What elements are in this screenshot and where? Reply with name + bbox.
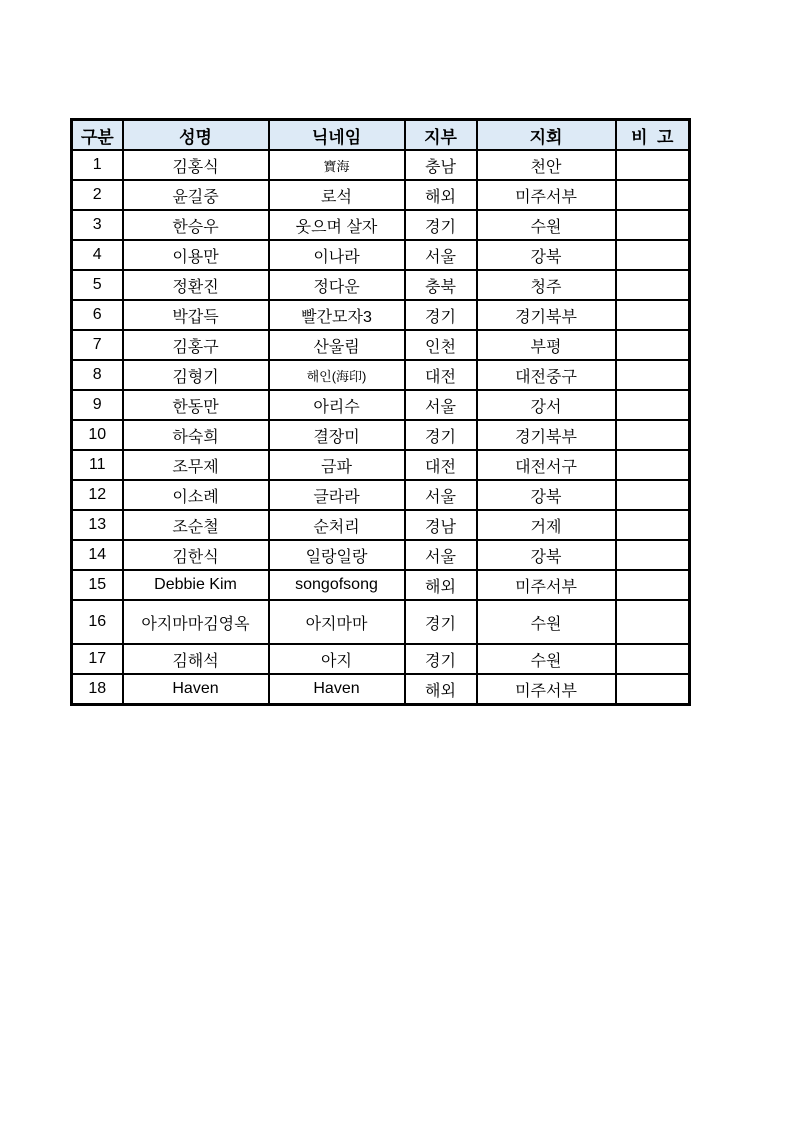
header-cell-note: 비 고 xyxy=(616,120,690,151)
cell-branch: 서울 xyxy=(405,480,477,510)
cell-chapter: 강북 xyxy=(477,540,616,570)
cell-chapter: 대전중구 xyxy=(477,360,616,390)
cell-no: 9 xyxy=(72,390,123,420)
cell-branch: 해외 xyxy=(405,674,477,705)
cell-chapter: 청주 xyxy=(477,270,616,300)
cell-branch: 경남 xyxy=(405,510,477,540)
cell-branch: 서울 xyxy=(405,390,477,420)
cell-name: 김해석 xyxy=(123,644,269,674)
cell-no: 17 xyxy=(72,644,123,674)
cell-note xyxy=(616,644,690,674)
cell-chapter: 미주서부 xyxy=(477,180,616,210)
cell-no: 18 xyxy=(72,674,123,705)
cell-note xyxy=(616,420,690,450)
cell-name: Debbie Kim xyxy=(123,570,269,600)
cell-no: 14 xyxy=(72,540,123,570)
cell-nickname: 아지 xyxy=(269,644,405,674)
table-header-row xyxy=(72,120,690,151)
cell-chapter: 수원 xyxy=(477,600,616,644)
table-row xyxy=(72,240,690,270)
cell-note xyxy=(616,210,690,240)
cell-name: 조순철 xyxy=(123,510,269,540)
cell-note xyxy=(616,570,690,600)
header-cell-chapter: 지회 xyxy=(477,120,616,151)
table-row xyxy=(72,540,690,570)
cell-branch: 해외 xyxy=(405,570,477,600)
cell-branch: 대전 xyxy=(405,450,477,480)
cell-no: 10 xyxy=(72,420,123,450)
cell-no: 8 xyxy=(72,360,123,390)
table-row xyxy=(72,270,690,300)
table-row xyxy=(72,180,690,210)
table-row xyxy=(72,390,690,420)
cell-note xyxy=(616,150,690,180)
cell-branch: 해외 xyxy=(405,180,477,210)
cell-nickname: 빨간모자3 xyxy=(269,300,405,330)
cell-nickname: 글라라 xyxy=(269,480,405,510)
cell-chapter: 대전서구 xyxy=(477,450,616,480)
cell-chapter: 수원 xyxy=(477,644,616,674)
cell-branch: 충북 xyxy=(405,270,477,300)
table-row xyxy=(72,360,690,390)
cell-chapter: 수원 xyxy=(477,210,616,240)
cell-no: 16 xyxy=(72,600,123,644)
cell-note xyxy=(616,674,690,705)
header-cell-nickname: 닉네임 xyxy=(269,120,405,151)
cell-name: 박갑득 xyxy=(123,300,269,330)
cell-chapter: 거제 xyxy=(477,510,616,540)
cell-name: 김형기 xyxy=(123,360,269,390)
cell-name: 한승우 xyxy=(123,210,269,240)
cell-name: 하숙희 xyxy=(123,420,269,450)
cell-nickname: 해인(海印) xyxy=(269,360,405,390)
cell-note xyxy=(616,300,690,330)
cell-no: 13 xyxy=(72,510,123,540)
cell-branch: 경기 xyxy=(405,210,477,240)
cell-name: 김한식 xyxy=(123,540,269,570)
table-body xyxy=(72,150,690,705)
cell-branch: 경기 xyxy=(405,644,477,674)
cell-nickname: 순처리 xyxy=(269,510,405,540)
cell-name: 이용만 xyxy=(123,240,269,270)
table-row xyxy=(72,330,690,360)
cell-name: 한동만 xyxy=(123,390,269,420)
cell-chapter: 강북 xyxy=(477,240,616,270)
cell-name: 김홍구 xyxy=(123,330,269,360)
cell-note xyxy=(616,390,690,420)
cell-nickname: 정다운 xyxy=(269,270,405,300)
cell-nickname: 아지마마 xyxy=(269,600,405,644)
cell-no: 4 xyxy=(72,240,123,270)
cell-no: 6 xyxy=(72,300,123,330)
cell-name: 조무제 xyxy=(123,450,269,480)
table-row xyxy=(72,510,690,540)
cell-name: 김홍식 xyxy=(123,150,269,180)
table-row xyxy=(72,600,690,644)
cell-chapter: 경기북부 xyxy=(477,300,616,330)
cell-branch: 서울 xyxy=(405,240,477,270)
cell-chapter: 천안 xyxy=(477,150,616,180)
cell-nickname: 아리수 xyxy=(269,390,405,420)
cell-name: 이소례 xyxy=(123,480,269,510)
header-cell-branch: 지부 xyxy=(405,120,477,151)
table-row xyxy=(72,570,690,600)
cell-note xyxy=(616,600,690,644)
cell-nickname: 금파 xyxy=(269,450,405,480)
cell-no: 2 xyxy=(72,180,123,210)
cell-nickname: songofsong xyxy=(269,570,405,600)
table-row xyxy=(72,674,690,705)
cell-branch: 충남 xyxy=(405,150,477,180)
cell-name: 아지마마김영옥 xyxy=(123,600,269,644)
cell-chapter: 경기북부 xyxy=(477,420,616,450)
cell-nickname: 결장미 xyxy=(269,420,405,450)
cell-note xyxy=(616,240,690,270)
cell-no: 11 xyxy=(72,450,123,480)
cell-chapter: 미주서부 xyxy=(477,570,616,600)
cell-no: 15 xyxy=(72,570,123,600)
header-cell-no: 구분 xyxy=(72,120,123,151)
table-row xyxy=(72,480,690,510)
cell-chapter: 강북 xyxy=(477,480,616,510)
cell-nickname: 일랑일랑 xyxy=(269,540,405,570)
cell-branch: 경기 xyxy=(405,420,477,450)
cell-nickname: 로석 xyxy=(269,180,405,210)
cell-branch: 인천 xyxy=(405,330,477,360)
cell-branch: 경기 xyxy=(405,600,477,644)
cell-note xyxy=(616,180,690,210)
cell-note xyxy=(616,510,690,540)
cell-branch: 대전 xyxy=(405,360,477,390)
table-row xyxy=(72,644,690,674)
cell-chapter: 부평 xyxy=(477,330,616,360)
cell-nickname: 寶海 xyxy=(269,150,405,180)
cell-branch: 서울 xyxy=(405,540,477,570)
cell-note xyxy=(616,480,690,510)
cell-name: 윤길중 xyxy=(123,180,269,210)
table-row xyxy=(72,420,690,450)
table-row xyxy=(72,300,690,330)
cell-nickname: Haven xyxy=(269,674,405,705)
cell-chapter: 강서 xyxy=(477,390,616,420)
cell-no: 7 xyxy=(72,330,123,360)
header-cell-name: 성명 xyxy=(123,120,269,151)
cell-chapter: 미주서부 xyxy=(477,674,616,705)
cell-note xyxy=(616,360,690,390)
cell-no: 12 xyxy=(72,480,123,510)
cell-note xyxy=(616,450,690,480)
cell-name: 정환진 xyxy=(123,270,269,300)
member-roster-table xyxy=(70,118,691,706)
cell-name: Haven xyxy=(123,674,269,705)
table-row xyxy=(72,450,690,480)
cell-no: 3 xyxy=(72,210,123,240)
table-row xyxy=(72,210,690,240)
cell-note xyxy=(616,270,690,300)
cell-branch: 경기 xyxy=(405,300,477,330)
cell-no: 1 xyxy=(72,150,123,180)
cell-note xyxy=(616,540,690,570)
cell-nickname: 이나라 xyxy=(269,240,405,270)
table-row xyxy=(72,150,690,180)
cell-no: 5 xyxy=(72,270,123,300)
cell-note xyxy=(616,330,690,360)
cell-nickname: 웃으며 살자 xyxy=(269,210,405,240)
cell-nickname: 산울림 xyxy=(269,330,405,360)
